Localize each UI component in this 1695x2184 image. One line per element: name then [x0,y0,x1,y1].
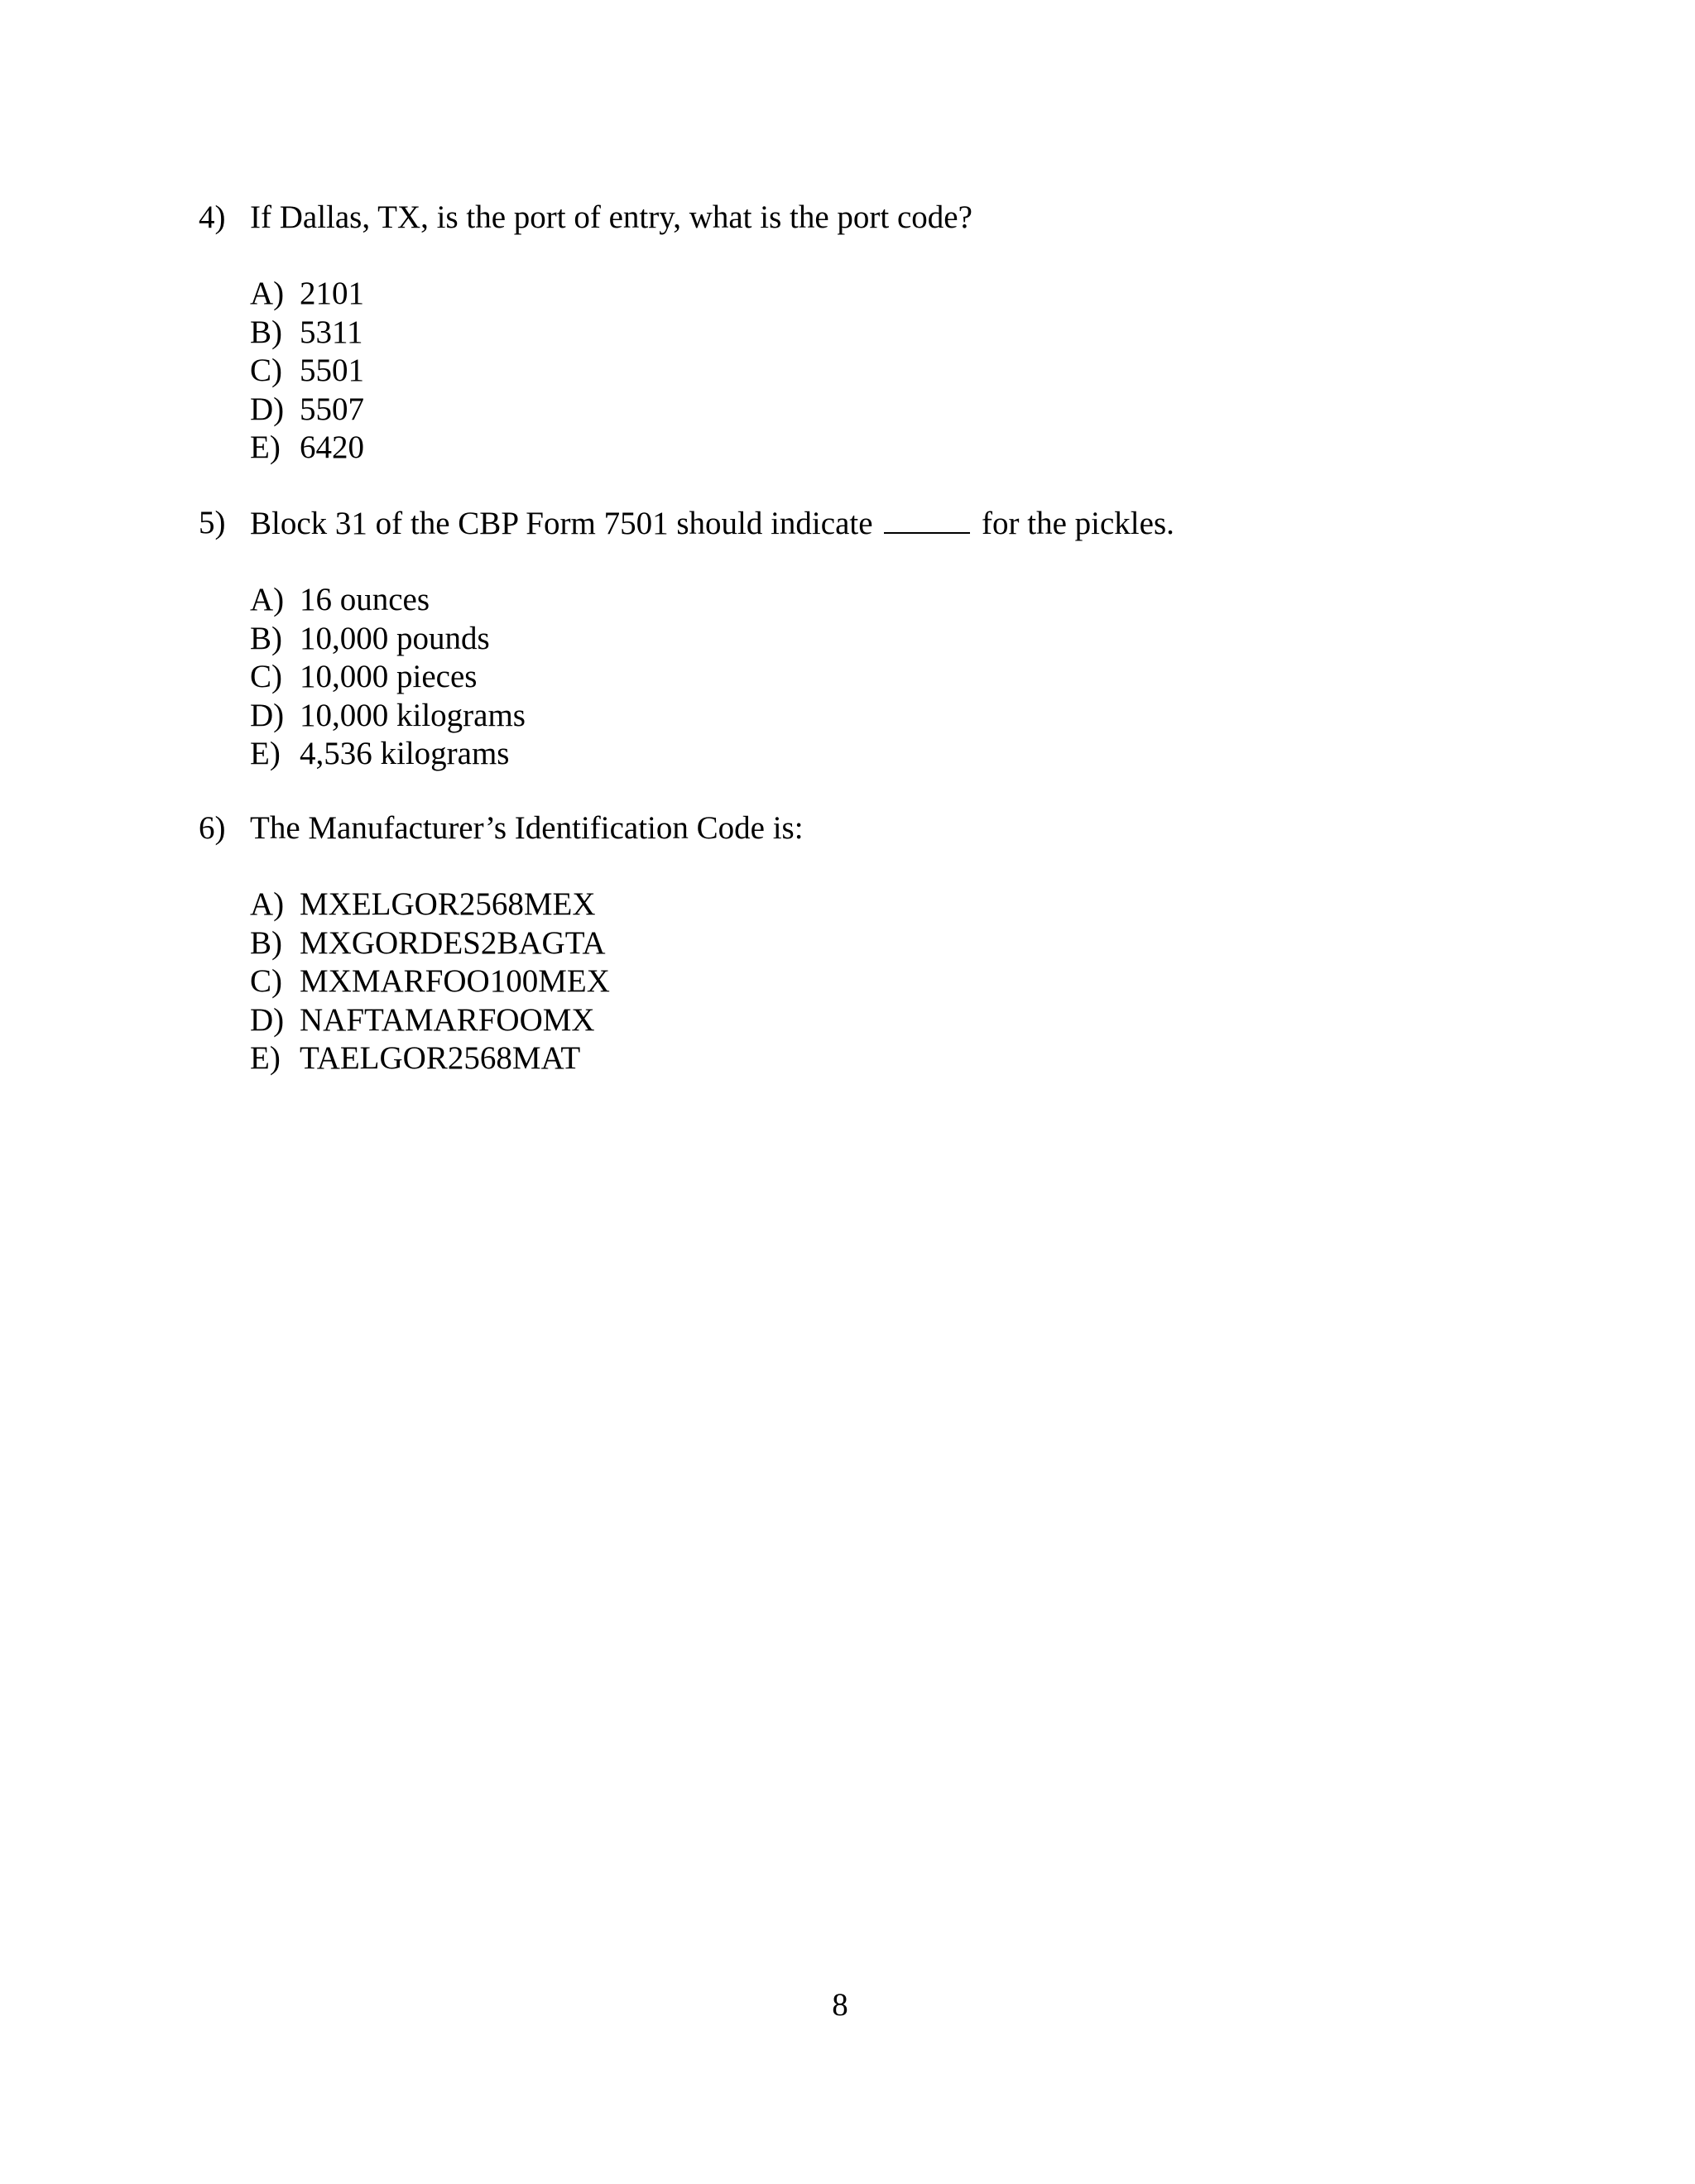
answer-options [250,886,1523,1078]
question-text-before-blank: Block 31 of the CBP Form 7501 should indicate [250,506,873,541]
question-5 [199,504,1523,774]
option-text: NAFTAMARFOOMX [300,1001,595,1038]
answer-option-b [250,620,1523,659]
answer-option-d [250,1001,1523,1040]
option-text: MXMARFOO100MEX [300,963,610,999]
option-letter: B) [250,314,282,350]
question-number: 6) [199,810,226,846]
question-text-after-blank: for the pickles. [982,506,1174,541]
option-text: 5501 [300,353,364,388]
option-text: 5507 [300,391,364,427]
answer-options [250,275,1523,468]
option-text: 10,000 pounds [300,620,490,656]
question-stem [199,809,1523,847]
question-number: 5) [199,505,226,540]
page-number: 8 [832,1987,848,2023]
question-4 [199,199,1523,468]
option-text: TAELGOR2568MAT [300,1040,581,1076]
option-text: 16 ounces [300,582,430,617]
answer-option-e [250,735,1523,774]
question-number: 4) [199,199,226,235]
option-letter: C) [250,659,282,694]
answer-option-a [250,275,1523,314]
option-text: 5311 [300,314,363,350]
option-text: 10,000 kilograms [300,697,526,733]
option-text: 4,536 kilograms [300,736,510,771]
option-letter: C) [250,353,282,388]
option-text: MXELGOR2568MEX [300,886,596,922]
answer-options [250,581,1523,774]
answer-option-a [250,581,1523,620]
option-letter: E) [250,430,281,465]
answer-option-c [250,962,1523,1001]
option-text: MXGORDES2BAGTA [300,924,606,961]
option-letter: C) [250,963,282,999]
fill-in-blank [884,504,970,534]
question-6 [199,809,1523,1078]
question-stem [199,504,1523,543]
option-letter: E) [250,736,281,771]
answer-option-e [250,1039,1523,1078]
option-letter: A) [250,886,285,922]
option-text: 2101 [300,276,364,311]
answer-option-d [250,697,1523,736]
question-text: If Dallas, TX, is the port of entry, what is the port code? [250,199,972,235]
question-text [250,504,1174,543]
option-letter: D) [250,391,285,427]
answer-option-b [250,314,1523,353]
option-text: 6420 [300,430,364,465]
option-letter: D) [250,1001,285,1038]
answer-option-a [250,886,1523,924]
answer-option-e [250,429,1523,468]
question-stem [199,199,1523,237]
option-letter: B) [250,924,282,961]
option-letter: D) [250,697,285,733]
option-letter: E) [250,1040,281,1076]
question-text: The Manufacturer’s Identification Code is: [250,810,804,846]
option-letter: A) [250,582,285,617]
answer-option-c [250,352,1523,391]
option-letter: A) [250,276,285,311]
option-text: 10,000 pieces [300,659,478,694]
answer-option-b [250,924,1523,963]
answer-option-d [250,391,1523,430]
option-letter: B) [250,620,282,656]
answer-option-c [250,658,1523,697]
